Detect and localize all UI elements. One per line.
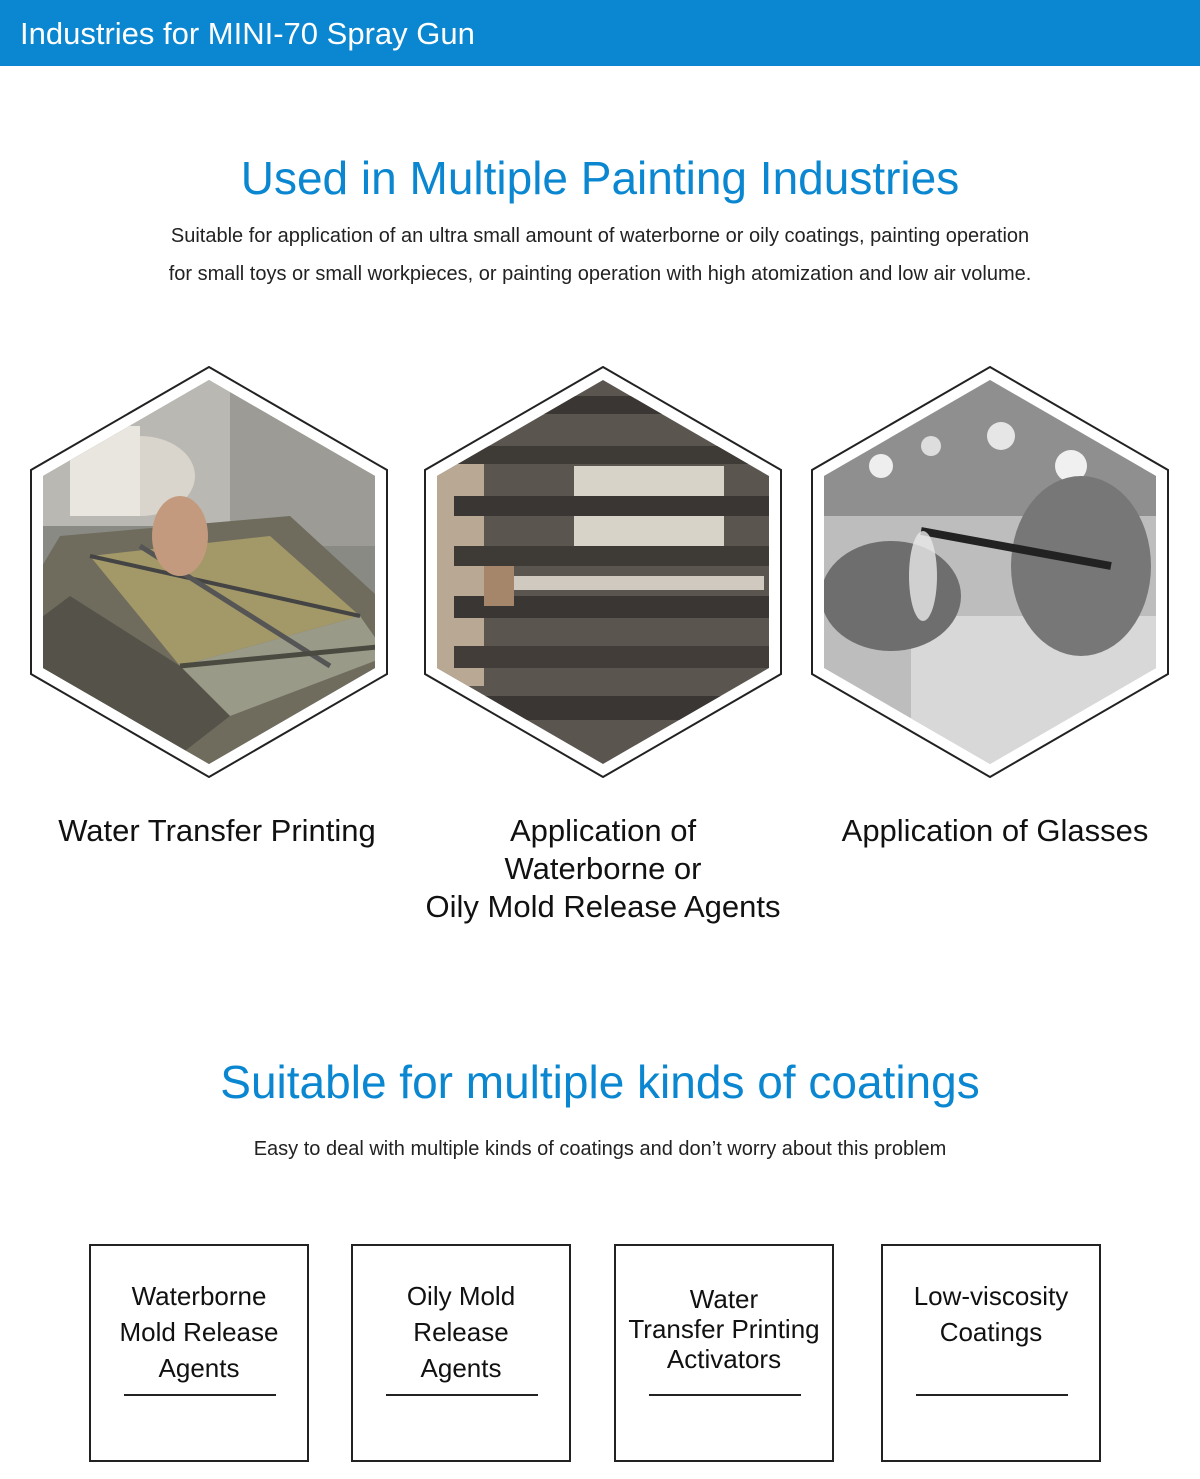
industry-image-glasses: [811, 366, 1169, 778]
coating-label: [353, 1278, 569, 1386]
coating-label-line: Release: [413, 1317, 509, 1347]
caption-line: Water Transfer Printing: [58, 813, 376, 848]
divider: [916, 1394, 1068, 1396]
industry-caption-water-transfer-printing: [30, 812, 404, 850]
description-line: Easy to deal with multiple kinds of coatings and don’t worry about this problem: [253, 1138, 947, 1160]
caption-line: Application of Glasses: [841, 813, 1149, 848]
coating-label: [883, 1278, 1099, 1350]
mold-rack-photo: [424, 366, 782, 778]
caption-line: Oily Mold Release Agents: [425, 889, 781, 924]
section-description-coatings: [0, 1130, 1200, 1168]
divider: [649, 1394, 801, 1396]
coating-label: [616, 1284, 832, 1374]
section-description-industries: [0, 217, 1200, 293]
coating-label-line: Activators: [666, 1344, 782, 1374]
caption-line: Waterborne or: [504, 851, 702, 886]
industry-image-mold-release-agents: [424, 366, 782, 778]
description-line: Suitable for application of an ultra small amount of waterborne or oily coatings, painting operation: [170, 225, 1030, 247]
coating-label-line: Low-viscosity: [913, 1281, 1069, 1311]
coating-box-low-viscosity: [881, 1244, 1101, 1462]
coating-label-line: Coatings: [939, 1317, 1043, 1347]
section-title-coatings: Suitable for multiple kinds of coatings: [220, 1056, 980, 1108]
coating-label-line: Agents: [420, 1353, 502, 1383]
coating-label-line: Mold Release: [119, 1317, 279, 1347]
divider: [386, 1394, 538, 1396]
coating-label-line: Oily Mold: [406, 1281, 516, 1311]
industry-image-water-transfer-printing: [30, 366, 388, 778]
header-bar: [0, 0, 1200, 66]
coating-label-line: Water: [689, 1284, 759, 1314]
glasses-photo: [811, 366, 1169, 778]
section-title-industries: Used in Multiple Painting Industries: [240, 152, 960, 204]
coating-label-line: Agents: [158, 1353, 240, 1383]
industry-caption-glasses: [816, 812, 1174, 850]
water-tank-photo: [30, 366, 388, 778]
coating-label-line: Waterborne: [131, 1281, 267, 1311]
description-line: for small toys or small workpieces, or painting operation with high atomization and low air volume.: [168, 263, 1032, 285]
header-title: Industries for MINI-70 Spray Gun: [20, 16, 475, 51]
caption-line: Application of: [509, 813, 697, 848]
coating-box-oily-mold-release: [351, 1244, 571, 1462]
coating-label-line: Transfer Printing: [628, 1314, 820, 1344]
coating-box-water-transfer-activators: [614, 1244, 834, 1462]
coating-box-waterborne-mold-release: [89, 1244, 309, 1462]
divider: [124, 1394, 276, 1396]
industry-caption-mold-release-agents: [404, 812, 802, 926]
coating-label: [91, 1278, 307, 1386]
